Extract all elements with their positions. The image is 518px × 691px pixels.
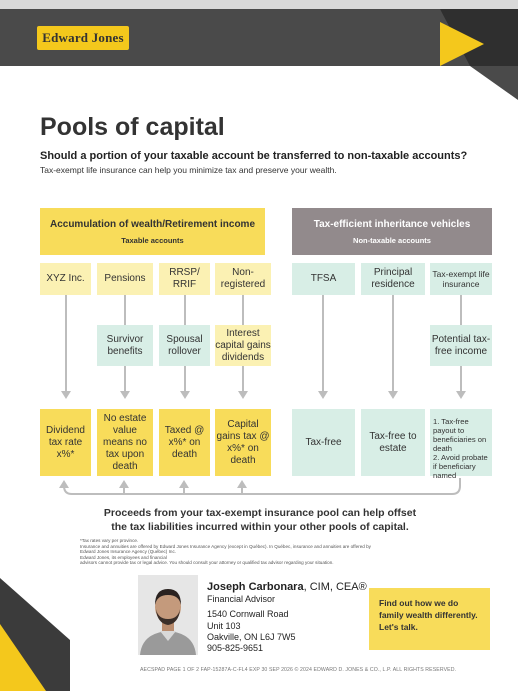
cell-mid-interest: Interest capital gains dividends (215, 325, 271, 366)
cell-bottom-taxed: Taxed @ x%* on death (159, 409, 210, 476)
fine-print-line-3: Edward Jones Insurance Agency (Québec) Inc. (80, 549, 177, 555)
page-question: Should a portion of your taxable account be transferred to non-taxable accounts? (40, 150, 468, 162)
cell-bottom-tax-free-estate: Tax-free to estate (361, 409, 425, 476)
advisor-phone[interactable]: 905-825-9651 (207, 643, 264, 653)
insurance-benefit-2: 2. Avoid probate if beneficiary named (433, 453, 488, 480)
cta-line-2: family wealth differently. (379, 610, 478, 620)
cell-bottom-tax-free: Tax-free (292, 409, 355, 476)
cell-top-tfsa: TFSA (292, 263, 355, 295)
cell-top-rrsp: RRSP/ RRIF (159, 263, 210, 295)
proceeds-line-2: the tax liabilities incurred within your other pools of capital. (111, 521, 409, 533)
cta-box (369, 588, 490, 650)
cell-top-pensions: Pensions (97, 263, 153, 295)
cell-bottom-dividend: Dividend tax rate x%* (40, 409, 91, 476)
cell-top-xyz: XYZ Inc. (40, 263, 91, 295)
advisor-address-1: 1540 Cornwall Road (207, 609, 289, 619)
group-header-non-taxable-subtitle: Non-taxable accounts (353, 235, 431, 245)
cell-top-non-registered: Non-registered (215, 263, 271, 295)
fine-print-line-1: *Tax rates vary per province. (80, 538, 139, 543)
group-header-non-taxable-title: Tax-efficient inheritance vehicles (313, 218, 471, 230)
group-header-taxable-subtitle: Taxable accounts (121, 235, 184, 245)
cell-mid-spousal-rollover: Spousal rollover (159, 325, 210, 366)
advisor-photo (138, 575, 198, 655)
fine-print-line-2: Insurance and annuities are offered by Edward Jones Insurance Agency (except in Québec). In Québec, insurance and annuities are offered by (80, 543, 371, 549)
fine-print (80, 538, 440, 566)
cell-mid-potential-income: Potential tax-free income (430, 325, 492, 366)
page-title: Pools of capital (40, 113, 225, 141)
advisor-credentials: , CIM, CEA® (303, 581, 367, 593)
cell-top-principal-residence: Principal residence (361, 263, 425, 295)
cell-bottom-capital-gains: Capital gains tax @ x%* on death (215, 409, 271, 476)
cell-top-life-insurance: Tax-exempt life insurance (430, 263, 492, 295)
advisor-role: Financial Advisor (207, 594, 276, 604)
edward-jones-logo: Edward Jones (37, 26, 129, 50)
fine-print-line-4: Edward Jones, its employees and financial (80, 554, 167, 560)
advisor-address-2: Unit 103 (207, 621, 241, 631)
advisor-name: Joseph Carbonara, CIM, CEA® (207, 581, 367, 593)
page-subtitle: Tax-exempt life insurance can help you minimize tax and preserve your wealth. (40, 165, 337, 175)
cell-bottom-no-estate: No estate value means no tax upon death (97, 409, 153, 476)
fine-print-line-5: advisors cannot provide tax or legal advice. You should consult your attorney or qualified tax advisor regarding your situation. (80, 560, 334, 566)
cta-line-1: Find out how we do (379, 598, 459, 608)
cell-mid-survivor-benefits: Survivor benefits (97, 325, 153, 366)
footer-legal: AECSPAD PAGE 1 OF 2 FAP-15287A-C-FL4 EXP 30 SEP 2026 © 2024 EDWARD D. JONES & CO., L.P. ALL RIGHTS RESERVED. (140, 667, 457, 673)
proceeds-line-1: Proceeds from your tax-exempt insurance pool can help offset (103, 507, 417, 519)
insurance-benefit-1: 1. Tax-free payout to beneficiaries on death (433, 417, 487, 453)
advisor-address-3: Oakville, ON L6J 7W5 (207, 632, 296, 642)
cta-line-3: Let's talk. (379, 622, 418, 632)
group-header-taxable-title: Accumulation of wealth/Retirement income (49, 218, 256, 230)
proceeds-statement (60, 506, 460, 534)
